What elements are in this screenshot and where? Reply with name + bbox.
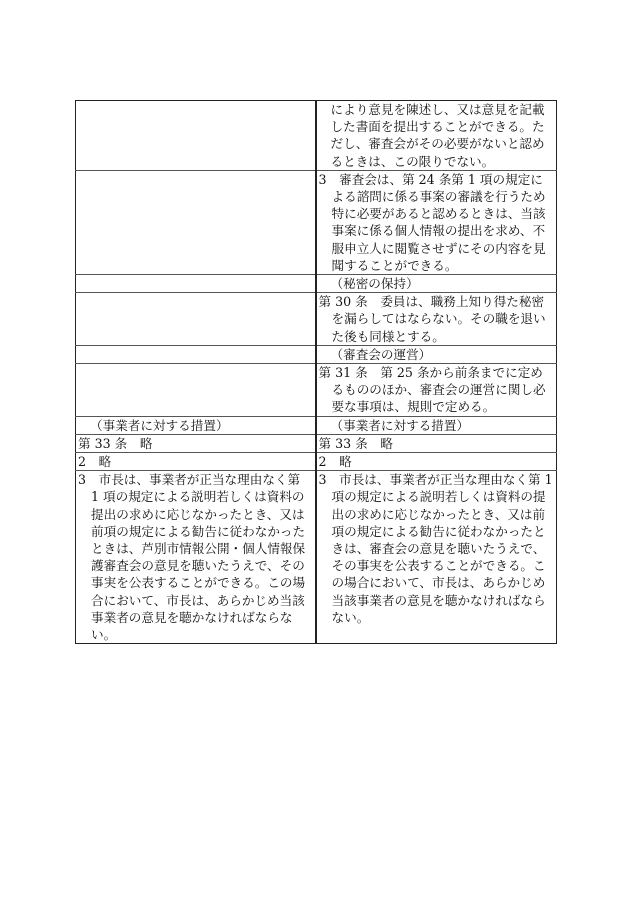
table-row [76,275,557,293]
old-text-cell [76,293,316,346]
new-heading: （審査会の運営） [330,346,432,362]
old-text-cell [76,364,316,417]
new-text-cell [316,101,557,171]
new-text-cell [316,275,557,293]
old-text-cell [76,416,316,434]
old-heading: （事業者に対する措置） [90,417,229,433]
new-text-cell [316,453,557,471]
table-row [76,364,557,417]
new-heading: （事業者に対する措置） [330,417,470,433]
new-text: 3 市長は、事業者が正当な理由なく第 1 項の規定による説明若しくは資料の提出の求めに応じなかったとき、又は前項の規定による勧告に従わなかったときは、審査会の意見を聴いたうえで、その事実を公表することができる。この場合において、市長は、あらかじめ当該事業者の意見を聴かなければならない。 [318,472,553,625]
old-text-cell [76,275,316,293]
old-text-cell [76,345,316,363]
new-text: により意見を陳述し、又は意見を記載した書面を提出することができる。ただし、審査会がその必要がないと認めるときは、この限りでない。 [330,102,545,169]
new-text-cell [316,471,557,644]
new-text: 2 略 [318,454,352,470]
old-text: 2 略 [78,454,112,470]
table-row [76,101,557,171]
table-row [76,293,557,346]
table-row [76,434,557,452]
new-text-cell [316,345,557,363]
new-text-cell [316,170,557,274]
table-row [76,416,557,434]
table-row [76,453,557,471]
new-text-cell [316,364,557,417]
old-text: 第 33 条 略 [78,435,153,451]
new-text: 第 30 条 委員は、職務上知り得た秘密を漏らしてはならない。その職を退いた後も同様とする。 [318,294,546,344]
new-text-cell [316,416,557,434]
old-text-cell [76,434,316,452]
new-text-cell [316,434,557,452]
new-text: 3 審査会は、第 24 条第 1 項の規定による諮問に係る事案の審議を行うため特に必要があると認めるときは、当該事案に係る個人情報の提出を求め、不服申立人に閲覧させずにその内容を見聞することができる。 [318,171,546,273]
new-text-cell [316,293,557,346]
new-text: 第 31 条 第 25 条から前条までに定めるもののほか、審査会の運営に関し必要な事項は、規則で定める。 [318,365,546,415]
comparison-table [75,100,557,644]
table-row [76,471,557,644]
new-text: 第 33 条 略 [318,435,393,451]
table-row [76,345,557,363]
old-text-cell [76,101,316,171]
old-text: 3 市長は、事業者が正当な理由なく第 1 項の規定による説明若しくは資料の提出の求めに応じなかったとき、又は前項の規定による勧告に従わなかったときは、芦別市情報公開・個人情報保護審査会の意見を聴いたうえで、その事実を公表することができる。この場合において、市長は、あらかじめ当該事業者の意見を聴かなければならない。 [78,472,306,643]
old-text-cell [76,170,316,274]
table-row [76,170,557,274]
new-heading: （秘密の保持） [330,276,419,292]
old-text-cell [76,471,316,644]
old-text-cell [76,453,316,471]
